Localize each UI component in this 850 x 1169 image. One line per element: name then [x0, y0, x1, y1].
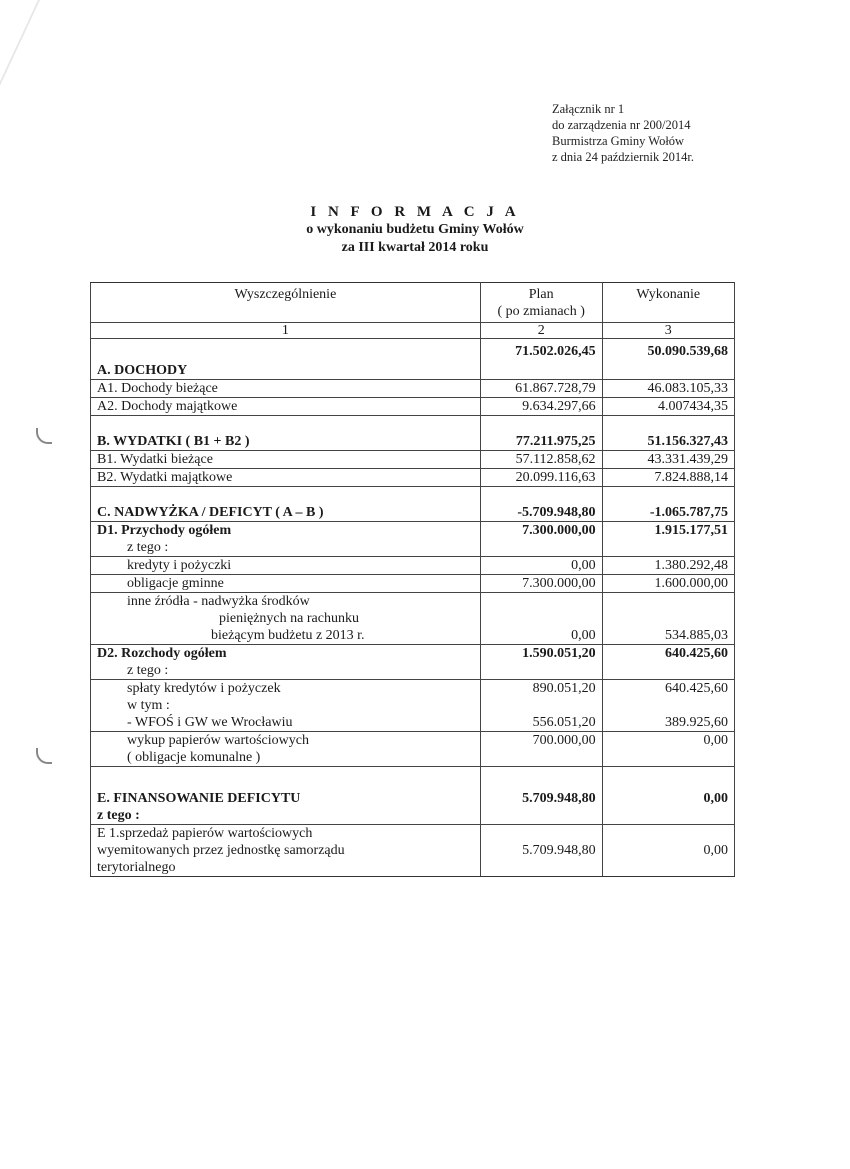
- execution-value: 0,00: [602, 732, 734, 767]
- execution-value: -1.065.787,75: [602, 487, 734, 522]
- plan-value: 9.634.297,66: [480, 398, 602, 416]
- plan-value: 700.000,00: [480, 732, 602, 767]
- execution-value: 50.090.539,68: [602, 339, 734, 380]
- execution-value: 46.083.105,33: [602, 380, 734, 398]
- execution-value: 1.915.177,51: [602, 522, 734, 540]
- row-label: B2. Wydatki majątkowe: [91, 469, 481, 487]
- row-label: obligacje gminne: [91, 575, 481, 593]
- table-row: [91, 522, 735, 540]
- row-label: D1. Przychody ogółem: [91, 522, 481, 540]
- attachment-line: Załącznik nr 1: [552, 102, 625, 116]
- plan-value: 7.300.000,00: [480, 522, 602, 540]
- table-row: [91, 469, 735, 487]
- row-label-line: wyemitowanych przez jednostkę samorządu: [97, 843, 345, 858]
- plan-value: 1.590.051,20: [480, 645, 602, 663]
- title-heading: I N F O R M A C J A: [310, 204, 520, 220]
- title-period: za III kwartał 2014 roku: [341, 240, 489, 255]
- attachment-note: [552, 101, 742, 165]
- column-number: 1: [91, 323, 481, 339]
- execution-value: 4.007434,35: [602, 398, 734, 416]
- row-label: A. DOCHODY: [91, 339, 481, 380]
- plan-value: 57.112.858,62: [480, 451, 602, 469]
- execution-value: 640.425,60: [602, 645, 734, 663]
- column-number: 3: [602, 323, 734, 339]
- attachment-line: z dnia 24 październik 2014r.: [552, 150, 694, 164]
- row-label: kredyty i pożyczki: [91, 557, 481, 575]
- row-label: E. FINANSOWANIE DEFICYTU: [91, 767, 481, 808]
- hole-punch-mark: [36, 748, 52, 764]
- scan-artifact-line: [0, 0, 110, 120]
- row-label: C. NADWYŻKA / DEFICYT ( A – B ): [91, 487, 481, 522]
- plan-value: 20.099.116,63: [480, 469, 602, 487]
- plan-value: 71.502.026,45: [480, 339, 602, 380]
- table-header-row: [91, 283, 735, 323]
- row-label-line: ( obligacje komunalne ): [127, 750, 261, 765]
- table-row: [91, 807, 735, 825]
- table-row: [91, 767, 735, 808]
- table-row: [91, 732, 735, 767]
- execution-value: 51.156.327,43: [602, 416, 734, 451]
- row-label: spłaty kredytów i pożyczek: [91, 680, 481, 698]
- execution-value: 43.331.439,29: [602, 451, 734, 469]
- table-row: [91, 575, 735, 593]
- execution-value: 1.380.292,48: [602, 557, 734, 575]
- table-row: [91, 662, 735, 680]
- table-row: [91, 487, 735, 522]
- row-label: B1. Wydatki bieżące: [91, 451, 481, 469]
- row-label: B. WYDATKI ( B1 + B2 ): [91, 416, 481, 451]
- table-row: [91, 593, 735, 645]
- row-sublabel: w tym :: [91, 697, 481, 714]
- plan-value: 556.051,20: [480, 714, 602, 732]
- execution-value: 0,00: [602, 825, 734, 877]
- row-label-line: bieżącym budżetu z 2013 r.: [211, 628, 365, 643]
- column-number: 2: [480, 323, 602, 339]
- document-title: [230, 203, 600, 257]
- row-label: [91, 593, 481, 645]
- table-row: [91, 557, 735, 575]
- table-row: [91, 645, 735, 663]
- header-plan: [480, 283, 602, 323]
- execution-value: 534.885,03: [602, 593, 734, 645]
- budget-table: [90, 282, 735, 877]
- table-row: [91, 339, 735, 380]
- execution-value: 640.425,60: [602, 680, 734, 698]
- table-row: [91, 416, 735, 451]
- plan-value: 890.051,20: [480, 680, 602, 698]
- row-label-line: E 1.sprzedaż papierów wartościowych: [97, 826, 313, 841]
- hole-punch-mark: [36, 428, 52, 444]
- attachment-line: Burmistrza Gminy Wołów: [552, 134, 685, 148]
- row-label: A1. Dochody bieżące: [91, 380, 481, 398]
- table-row: [91, 680, 735, 698]
- execution-value: 7.824.888,14: [602, 469, 734, 487]
- plan-value: 0,00: [480, 593, 602, 645]
- row-label-line: inne źródła - nadwyżka środków: [127, 594, 310, 609]
- plan-value: 5.709.948,80: [480, 825, 602, 877]
- table-row: [91, 714, 735, 732]
- row-sublabel: z tego :: [91, 662, 481, 680]
- plan-value: 0,00: [480, 557, 602, 575]
- row-label: [91, 732, 481, 767]
- row-sublabel: z tego :: [91, 807, 481, 825]
- execution-value: 1.600.000,00: [602, 575, 734, 593]
- execution-value: 389.925,60: [602, 714, 734, 732]
- row-label: D2. Rozchody ogółem: [91, 645, 481, 663]
- plan-value: -5.709.948,80: [480, 487, 602, 522]
- table-row: [91, 539, 735, 557]
- row-label-line: terytorialnego: [97, 860, 176, 875]
- header-execution: Wykonanie: [602, 283, 734, 323]
- plan-value: 77.211.975,25: [480, 416, 602, 451]
- header-description: Wyszczególnienie: [91, 283, 481, 323]
- execution-value: 0,00: [602, 767, 734, 808]
- row-label-line: wykup papierów wartościowych: [127, 733, 309, 748]
- row-label: - WFOŚ i GW we Wrocławiu: [91, 714, 481, 732]
- header-plan-label: Plan: [528, 287, 554, 302]
- row-label-line: pieniężnych na rachunku: [219, 611, 359, 626]
- plan-value: 61.867.728,79: [480, 380, 602, 398]
- table-row: [91, 451, 735, 469]
- row-sublabel: z tego :: [91, 539, 481, 557]
- table-row: [91, 825, 735, 877]
- plan-value: 5.709.948,80: [480, 767, 602, 808]
- table-row: [91, 398, 735, 416]
- attachment-line: do zarządzenia nr 200/2014: [552, 118, 691, 132]
- row-label: A2. Dochody majątkowe: [91, 398, 481, 416]
- table-row: [91, 380, 735, 398]
- row-label: [91, 825, 481, 877]
- column-number-row: [91, 323, 735, 339]
- table-row: [91, 697, 735, 714]
- header-plan-note: ( po zmianach ): [497, 304, 585, 319]
- plan-value: 7.300.000,00: [480, 575, 602, 593]
- title-subheading: o wykonaniu budżetu Gminy Wołów: [306, 222, 524, 237]
